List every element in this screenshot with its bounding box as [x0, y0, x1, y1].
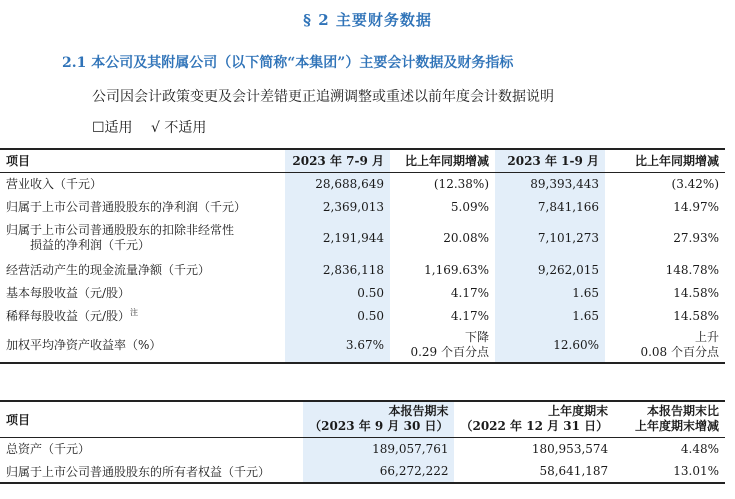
- cell-q3: 0.50: [285, 304, 390, 327]
- table-row: [0, 327, 725, 363]
- table-row: [0, 258, 725, 281]
- cell-ytd-change: (3.42%): [671, 176, 719, 191]
- cell-ytd-change: [605, 327, 725, 363]
- header-current-line2: （2023 年 9 月 30 日）: [309, 419, 449, 434]
- cell-ytd-change: 14.58%: [673, 285, 719, 300]
- cell-prior: 180,953,574: [531, 441, 609, 456]
- cell-change: 4.48%: [680, 441, 719, 456]
- cell-q3: 2,836,118: [285, 258, 390, 281]
- table-header-row: [0, 401, 725, 437]
- header-change-line1: 本报告期末比: [646, 404, 719, 419]
- row-label: 基本每股收益（元/股）: [6, 286, 131, 300]
- financial-indicators-table: [0, 148, 725, 364]
- cell-ytd-change: 14.58%: [673, 308, 719, 323]
- cell-q3: 28,688,649: [285, 172, 390, 195]
- table-row: [0, 460, 725, 483]
- table-row: [0, 437, 725, 460]
- header-ytd: 2023 年 1-9 月: [495, 149, 605, 172]
- table-row: [0, 218, 725, 258]
- cell-q3-change: [390, 327, 495, 363]
- cell-q3-change: (12.38%): [433, 176, 489, 191]
- option-not-applicable[interactable]: √ 不适用: [151, 120, 207, 136]
- table-row: [0, 281, 725, 304]
- cell-ytd: 12.60%: [495, 327, 605, 363]
- row-label: 总资产（千元）: [6, 442, 91, 457]
- cell-q3: 3.67%: [285, 327, 390, 363]
- section-title: § 2 主要财务数据: [303, 11, 432, 29]
- cell-current: 66,272,222: [303, 460, 454, 483]
- cell-ytd-change: 14.97%: [673, 199, 719, 214]
- cell-q3-change: 5.09%: [450, 199, 489, 214]
- row-label: 归属于上市公司普通股股东的净利润（千元）: [6, 200, 247, 214]
- header-q3: 2023 年 7-9 月: [285, 149, 390, 172]
- policy-note: 公司因会计政策变更及会计差错更正追溯调整或重述以前年度会计数据说明: [92, 89, 554, 105]
- subsection-title: 2.1 本公司及其附属公司（以下简称“本集团”）主要会计数据及财务指标: [62, 55, 514, 71]
- cell-ytd: 7,841,166: [495, 195, 605, 218]
- header-ytd-change: 比上年同期增减: [634, 154, 719, 169]
- cell-ytd: 9,262,015: [495, 258, 605, 281]
- cell-q3-change: 20.08%: [443, 231, 489, 245]
- cell-q3-change: 1,169.63%: [424, 262, 489, 277]
- header-current-line1: 本报告期末: [388, 404, 449, 419]
- header-prior: [454, 401, 614, 437]
- table-header-row: [0, 149, 725, 172]
- cell-ytd: 89,393,443: [495, 172, 605, 195]
- cell-ytd-change-line1: 上升: [694, 329, 719, 344]
- header-change-line2: 上年度期末增减: [634, 419, 719, 434]
- header-q3-change: 比上年同期增减: [404, 154, 489, 169]
- header-prior-line2: （2022 年 12 月 31 日）: [460, 419, 609, 434]
- header-prior-line1: 上年度期末: [548, 404, 609, 419]
- cell-current: 189,057,761: [303, 437, 454, 460]
- cell-prior: 58,641,187: [539, 464, 609, 478]
- cell-ytd-change-line2: 0.08 个百分点: [640, 344, 719, 359]
- header-current: [303, 401, 454, 437]
- cell-q3-change-line1: 下降: [464, 329, 489, 344]
- row-label: 经营活动产生的现金流量净额（千元）: [6, 263, 211, 277]
- cell-q3-change: 4.17%: [450, 285, 489, 300]
- table-row: [0, 172, 725, 195]
- cell-ytd-change: 148.78%: [665, 262, 719, 277]
- row-label: 归属于上市公司普通股股东的所有者权益（千元）: [6, 464, 271, 479]
- table-row: [0, 195, 725, 218]
- cell-q3-change: 4.17%: [450, 308, 489, 323]
- cell-ytd-change: 27.93%: [673, 231, 719, 245]
- header-change: [614, 401, 725, 437]
- row-label: 营业收入（千元）: [6, 177, 103, 192]
- cell-change: 13.01%: [673, 464, 719, 478]
- cell-ytd: 1.65: [495, 281, 605, 304]
- row-label-text: 稀释每股收益（元/股）: [6, 309, 131, 323]
- cell-q3-change-line2: 0.29 个百分点: [410, 344, 489, 359]
- row-label: [0, 304, 285, 327]
- row-label: 加权平均净资产收益率（%）: [6, 338, 162, 352]
- header-item: 项目: [6, 412, 31, 427]
- header-item: 项目: [6, 154, 31, 169]
- balance-sheet-table: [0, 400, 725, 484]
- table-row: [0, 304, 725, 327]
- cell-q3: 2,191,944: [285, 218, 390, 258]
- row-label-line1: 归属于上市公司普通股股东的扣除非经常性: [6, 223, 235, 237]
- row-label-line2: 损益的净利润（千元）: [30, 238, 151, 252]
- cell-ytd: 1.65: [495, 304, 605, 327]
- row-label: [0, 218, 285, 258]
- cell-q3: 0.50: [285, 281, 390, 304]
- option-applicable[interactable]: ☐适用: [92, 120, 133, 136]
- footnote-mark: 注: [130, 308, 139, 317]
- applicability-options: [92, 117, 220, 137]
- cell-q3: 2,369,013: [285, 195, 390, 218]
- cell-ytd: 7,101,273: [495, 218, 605, 258]
